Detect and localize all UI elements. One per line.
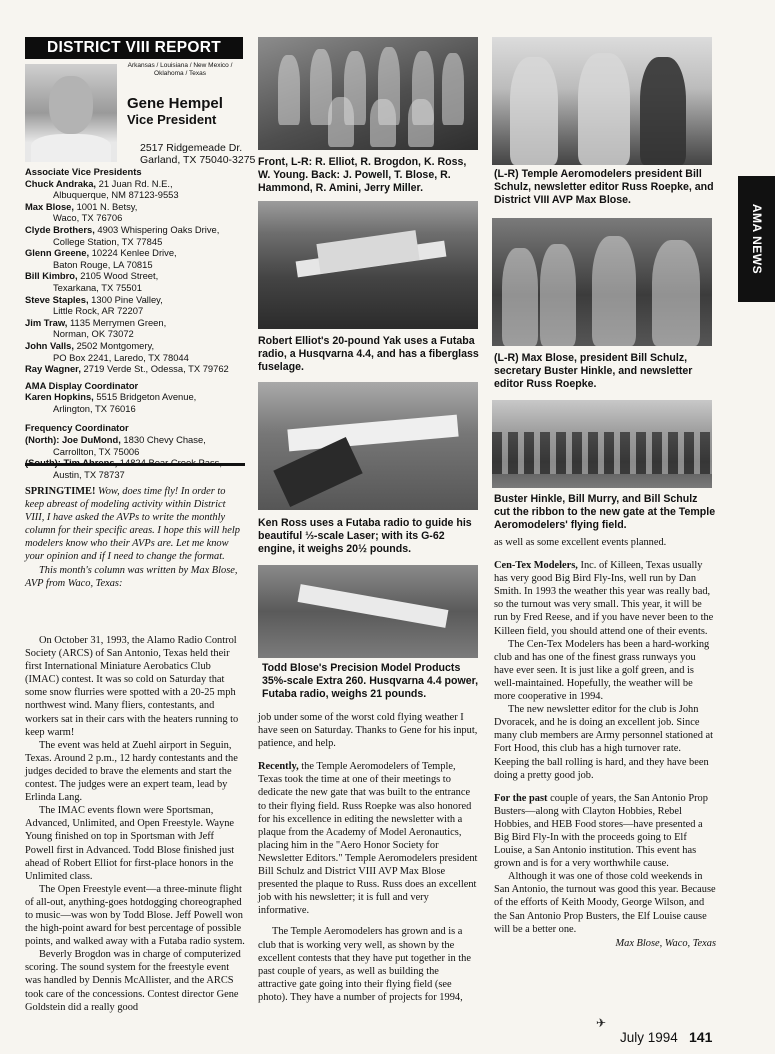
laser-plane-photo [258, 382, 478, 510]
associate-line [25, 178, 245, 190]
caption-laser: Ken Ross uses a Futaba radio to guide his beautiful ⅓-scale Laser; with its G-62 engine, it weighs 20½ pounds. [258, 517, 472, 556]
col1-paragraph: On October 31, 1993, the Alamo Radio Control Society (ARCS) of San Antonio, Texas held their first International Miniature Aerobatics Club (IMAC) contest. It was so cold on Saturday that some snow flurries were spotted with a 20-25 mph northwest wind. Many fliers, contestants, and workers sat in their cars with the heaters running to keep warm! [25, 635, 239, 738]
plaque-presentation-photo [492, 37, 712, 165]
associate-address: Texarkana, TX 75501 [53, 281, 142, 293]
col3-paragraph-3: The new newsletter editor for the club is John Dvoracek, and he is doing an excellent job. Since many club members are Army personnel stationed at Fort Hood, this club has a high turnover rate. Keeping the ball rolling is hard, and they have been doing a pretty good job. [494, 704, 714, 781]
issue-date: July 1994 [620, 1030, 678, 1045]
caption-group: Front, L-R: R. Elliot, R. Brogdon, K. Ross, W. Young. Back: J. Powell, T. Blose, R. Hammond, R. Amini, Jerry Miller. [258, 156, 467, 195]
associate-address: College Station, TX 77845 [53, 235, 163, 247]
associate-line [25, 212, 245, 224]
column-2-body [258, 711, 480, 1004]
col2-continued: job under some of the worst cold flying weather I have seen on Saturday. Thanks to Gene for his input, patience, and help. [258, 712, 478, 750]
sidebar-divider [25, 463, 245, 466]
associate-name: Steve Staples, [25, 293, 89, 305]
caption-ribbon: Buster Hinkle, Bill Murry, and Bill Schulz cut the ribbon to the new gate at the Temple Aeromodelers' flying field. [494, 493, 716, 532]
intro-text [25, 485, 245, 590]
associate-line [25, 247, 245, 259]
col1-paragraph: The event was held at Zuehl airport in Seguin, Texas. Around 2 p.m., 12 hardy contestants and the judges decided to brave the elements and start the contest. The judges were an expert team, lead by Erlinda Lang. [25, 739, 238, 804]
vp-address-line-1: 2517 Ridgemeade Dr. [140, 142, 243, 154]
frequency-line [25, 446, 245, 458]
display-address: Arlington, TX 76016 [53, 402, 136, 414]
club-officers-photo [492, 218, 712, 346]
display-heading: AMA Display Coordinator [25, 379, 139, 391]
frequency-line [25, 469, 245, 481]
associate-address: PO Box 2241, Laredo, TX 78044 [53, 351, 189, 363]
associate-address: Waco, TX 76706 [53, 212, 123, 224]
col3-paragraph-5: Although it was one of those cold weekends in San Antonio, the turnout was good this year. Because of the efforts of Keith Moody, George Wilson, and the San Antonio Prop Busters, the Elf Louise cause will be a better one. [494, 871, 716, 935]
col3-continued: as well as some excellent events planned. [494, 537, 667, 548]
associate-name: Max Blose, [25, 200, 74, 212]
contacts-sidebar [25, 166, 245, 480]
associate-address: 1001 N. Betsy, [73, 200, 138, 212]
airplane-icon: ✈ [596, 1016, 607, 1030]
associate-address: 21 Juan Rd. N.E., [96, 177, 173, 189]
associate-name: Glenn Greene, [25, 247, 90, 259]
caption-extra: Todd Blose's Precision Model Products 35%-scale Extra 260. Husqvarna 4.4 power, Futaba radio, weighs 21 pounds. [262, 662, 479, 701]
display-list [25, 391, 245, 414]
frequency-address: Austin, TX 78737 [53, 468, 125, 480]
column-3-body [494, 536, 716, 950]
caption-yak: Robert Elliot's 20-pound Yak uses a Futaba radio, a Husqvarna 4.4, and has a fiberglass fuselage. [258, 335, 479, 374]
associate-line [25, 189, 245, 201]
display-name: Karen Hopkins, [25, 391, 94, 403]
col1-paragraph: The IMAC events flown were Sportsman, Advanced, Unlimited, and Open Freestyle. Wayne Young finished on top in Sportsman with Jeff Powell first in Advanced. Todd Blose finished just ahead of Robert Elliot for first-place honors in the Unlimited class. [25, 805, 235, 882]
states-list: Arkansas / Louisiana / New Mexico / Oklahoma / Texas [127, 62, 233, 77]
associate-line [25, 282, 245, 294]
associate-line [25, 270, 245, 282]
associate-line [25, 224, 245, 236]
associate-line [25, 305, 245, 317]
associate-address: 10224 Kenlee Drive, [89, 247, 177, 259]
display-line [25, 391, 245, 403]
intro-paragraph: SPRINGTIME! Wow, does time fly! In order to keep abreast of modeling activity within District VIII, I have asked the AVPs to write the monthly column for their specific areas. I hope this will help modelers know who their AVPs are. Let me know your opinion and if I need to change the format. [25, 486, 240, 563]
associates-list [25, 178, 245, 375]
associate-address: Baton Rouge, LA 70815 [53, 258, 153, 270]
associate-line [25, 352, 245, 364]
extra-plane-photo [258, 565, 478, 658]
associate-name: Chuck Andraka, [25, 177, 97, 189]
col3-paragraph-1: Cen-Tex Modelers, Inc. of Killeen, Texas usually has very good Big Bird Fly-Ins, well run by Dan Smith. In 1993 the weather this year was really bad, so the turnout was very small. This year, it will be run by Fred Reese, and if you have never been to the Killeen field, you should attend one of their events. [494, 560, 714, 637]
page-number: 141 [689, 1029, 713, 1045]
group-photo [258, 37, 478, 150]
associate-line [25, 328, 245, 340]
frequency-address: Carrollton, TX 75006 [53, 445, 140, 457]
col1-paragraph: Beverly Brogdon was in charge of computerized scoring. The sound system for the freestyle event was handled by Dennis McAllister, and the ARCS took care of the concessions. Contest director Gene Goldstein did a really good [25, 949, 241, 1013]
associate-line [25, 340, 245, 352]
associate-address: Norman, OK 73072 [53, 328, 134, 340]
vp-address-line-2: Garland, TX 75040-3275 [140, 154, 256, 166]
ama-news-side-tab: AMA NEWS [738, 176, 775, 302]
associates-heading: Associate Vice Presidents [25, 166, 142, 177]
yak-plane-photo [258, 201, 478, 329]
frequency-heading: Frequency Coordinator [25, 422, 129, 434]
associate-line [25, 294, 245, 306]
frequency-list [25, 434, 245, 480]
associate-line [25, 259, 245, 271]
col3-paragraph-2: The Cen-Tex Modelers has been a hard-working club and has one of the finest grass runways you have ever seen. It is just like a golf green, and is well-maintained. Hopefully, the weather will be more cooperative in 1994. [494, 638, 710, 703]
associate-line [25, 236, 245, 248]
intro-lead: SPRINGTIME! [25, 486, 96, 497]
associate-name: Bill Kimbro, [25, 270, 78, 282]
ribbon-cutting-photo [492, 400, 712, 488]
associate-line [25, 363, 245, 375]
column-1-body [25, 634, 245, 1014]
col2-paragraph-2: The Temple Aeromodelers has grown and is a club that is working very well, as shown by the excellent contests that they have put together in the past couple of years, as well as building the attractive gate going into their flying field (see photo). They have a number of projects for 1994, [258, 926, 471, 1003]
frequency-address: 1830 Chevy Chase, [120, 434, 206, 446]
associate-address: 2719 Verde St., Odessa, TX 79762 [80, 363, 229, 375]
signoff: Max Blose, Waco, Texas [615, 937, 716, 949]
associate-address: Albuquerque, NM 87123-9553 [53, 189, 179, 201]
associate-address: 1300 Pine Valley, [88, 293, 163, 305]
associate-name: Jim Traw, [25, 316, 68, 328]
associate-name: Clyde Brothers, [25, 223, 95, 235]
frequency-name: (North): Joe DuMond, [25, 434, 121, 446]
caption-plaque: (L-R) Temple Aeromodelers president Bill Schulz, newsletter editor Russ Roepke, and District VIII AVP Max Blose. [494, 168, 714, 207]
display-address: 5515 Bridgeton Avenue, [93, 391, 197, 403]
vp-portrait-photo [25, 64, 117, 162]
col3-paragraph-4: For the past couple of years, the San Antonio Prop Busters—along with Clayton Hobbies, Rebel Hobbies, and HEB Food stores—have presented a Big Bird Fly-In with the proceeds going to Elf Louise, a San Antonio institution. This event has grown and is for a very worthwhile cause. [494, 792, 708, 870]
associate-name: John Valls, [25, 339, 74, 351]
associate-address: 1135 Merrymen Green, [67, 316, 167, 328]
associate-name: Ray Wagner, [25, 363, 81, 375]
column-title: DISTRICT VIII REPORT [47, 39, 221, 56]
associate-address: 2105 Wood Street, [77, 270, 159, 282]
column-title-bar [25, 37, 243, 59]
col1-paragraph: The Open Freestyle event—a three-minute flight of all-out, anything-goes hotdogging choreographed to music—was won by Todd Blose. Jeff Powell won the high-point award for best percentage of possible points, and walked away with a Futaba radio system. [25, 883, 245, 948]
col2-paragraph-1: Recently, the Temple Aeromodelers of Temple, Texas took the time at one of their meetings to dedicate the new gate that was built to the entrance to their flying field. Russ Roepke was also honored for his excellence in editing the newsletter with a plaque from the Academy of Model Aeronautics, placing him in the "Aero Honor Society for Newsletter Editors." Temple Aeromodelers president Bill Schulz and District VIII AVP Max Blose presented the plaque to Russ. Russ does an excellent job with his newsletter; it is full and very informative. [258, 761, 478, 917]
associate-address: 4903 Whispering Oaks Drive, [94, 223, 220, 235]
vp-title: Vice President [127, 112, 217, 127]
associate-line [25, 201, 245, 213]
display-line [25, 403, 245, 415]
associate-address: 2502 Montgomery, [73, 339, 155, 351]
associate-address: Little Rock, AR 72207 [53, 305, 144, 317]
frequency-line [25, 434, 245, 446]
caption-officers: (L-R) Max Blose, president Bill Schulz, secretary Buster Hinkle, and newsletter editor Russ Roepke. [494, 352, 693, 391]
vp-name: Gene Hempel [127, 95, 223, 112]
intro-byline: This month's column was written by Max Blose, AVP from Waco, Texas: [25, 564, 238, 589]
associate-line [25, 317, 245, 329]
